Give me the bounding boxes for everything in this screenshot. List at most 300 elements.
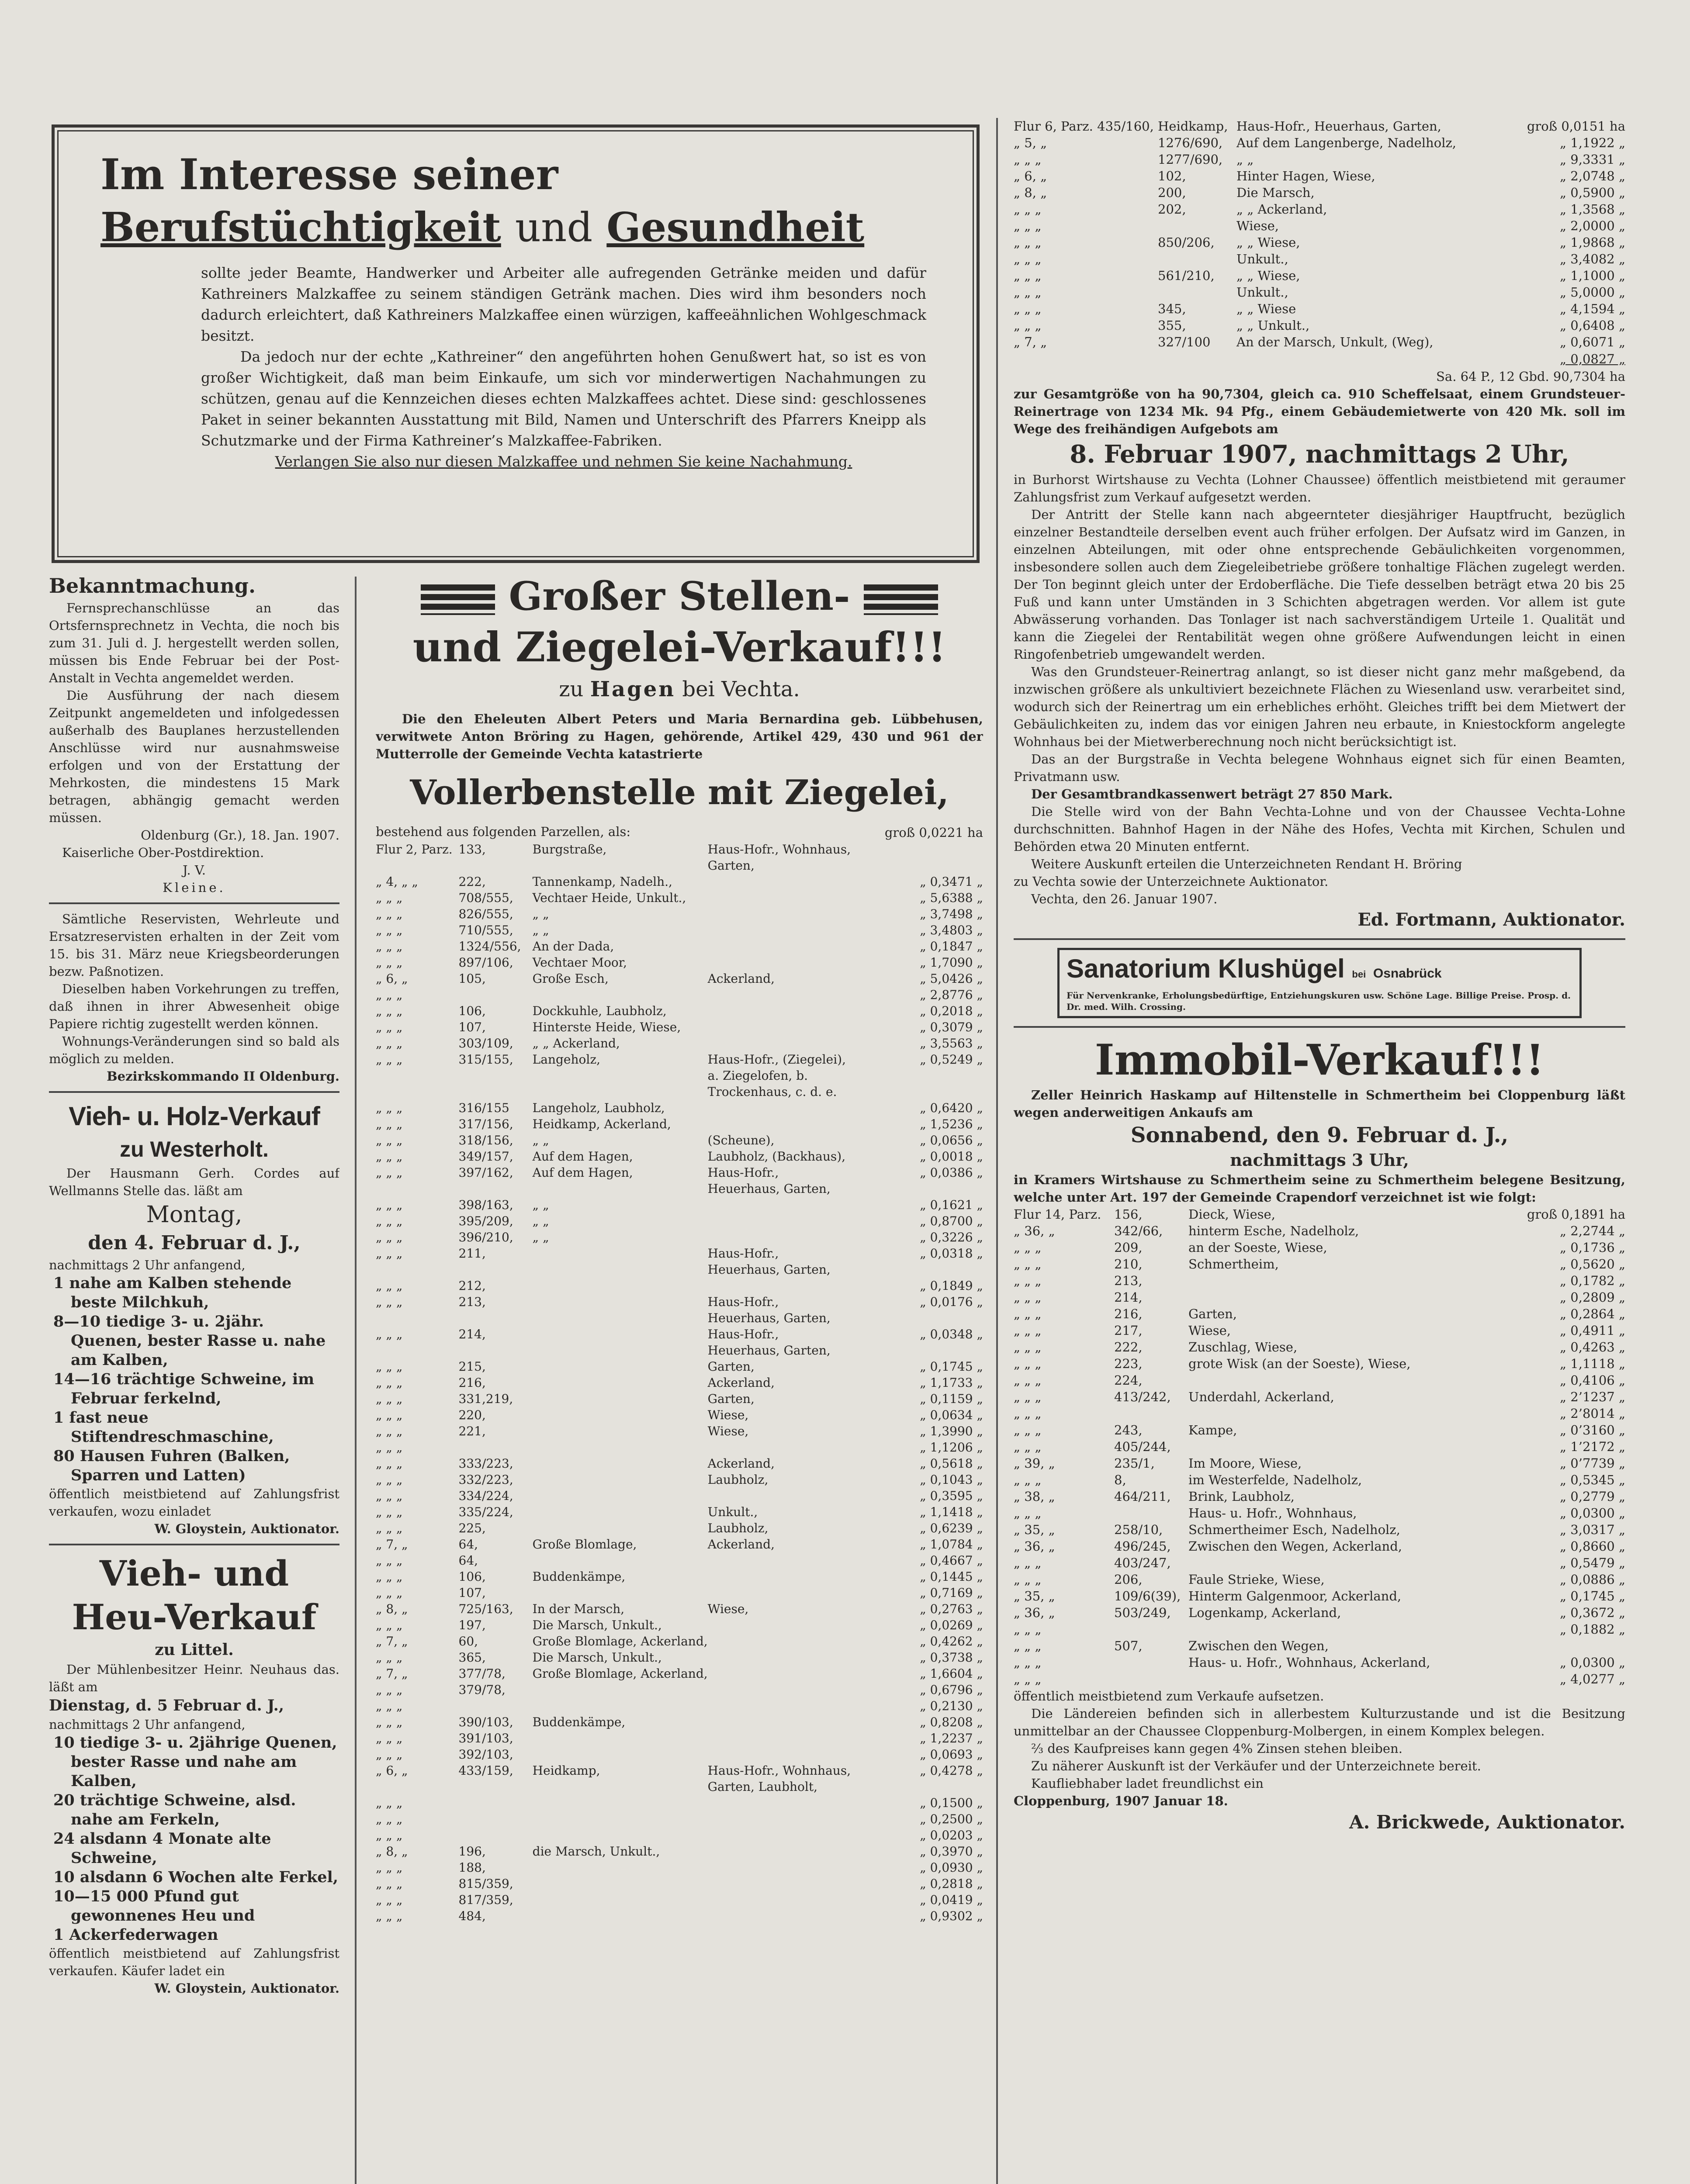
table-row — [1014, 1223, 1625, 1239]
table-cell: „ 36, „ — [1014, 1223, 1055, 1238]
table-cell: (Scheune), — [707, 1133, 775, 1147]
table-row — [376, 1439, 983, 1455]
table-cell — [1158, 284, 1236, 301]
table-cell — [708, 1811, 854, 1827]
table-cell: 64, — [458, 1537, 478, 1552]
table-cell: „ 3,4803 „ — [920, 923, 983, 937]
table-cell — [708, 906, 854, 922]
table-cell: „ „ — [532, 1133, 549, 1147]
table-cell: „ „ „ — [376, 1198, 403, 1212]
table-cell: 897/106, — [458, 955, 513, 970]
table-cell: „ „ „ — [1014, 202, 1042, 217]
table-cell: „ 0,8700 „ — [920, 1214, 983, 1228]
table-row — [376, 987, 983, 1003]
table-cell — [708, 1827, 854, 1843]
table-row — [376, 841, 983, 874]
table-cell — [533, 1730, 708, 1746]
table-cell — [533, 1859, 708, 1876]
table-cell: 365, — [458, 1650, 486, 1665]
table-row — [376, 1762, 983, 1795]
table-cell: „ „ „ — [1014, 1423, 1042, 1438]
table-cell: 826/555, — [458, 907, 513, 921]
table-cell: „ 4,0277 „ — [1560, 1672, 1625, 1686]
table-row — [376, 1391, 983, 1407]
table-cell: „ 0,1849 „ — [920, 1279, 983, 1293]
table-cell: „ „ „ — [376, 1117, 403, 1131]
table-cell: „ „ „ — [376, 1683, 403, 1697]
sanatorium-name: Sanatorium Klushügel — [1067, 954, 1345, 983]
table-cell — [1114, 1654, 1188, 1671]
table-cell — [533, 1439, 708, 1455]
table-cell: „ 1,0784 „ — [920, 1537, 983, 1552]
table-cell: „ 0,1882 „ — [1560, 1622, 1625, 1637]
table-cell: „ „ „ — [376, 1052, 403, 1067]
table-cell: „ 1,1922 „ — [1560, 135, 1625, 150]
table-cell — [533, 1488, 708, 1504]
table-cell: „ 1,7090 „ — [920, 955, 983, 970]
table-row — [1014, 1472, 1625, 1488]
table-cell — [1114, 1621, 1188, 1638]
table-cell: 464/211, — [1114, 1489, 1171, 1504]
immobil-date: Sonnabend, den 9. Februar d. J., — [1130, 1123, 1509, 1147]
table-cell: „ 36, „ — [1014, 1605, 1055, 1620]
table-cell: „ „ „ — [376, 1618, 403, 1632]
table-cell: „ 0’7739 „ — [1560, 1456, 1625, 1471]
table-cell: 303/109, — [458, 1036, 513, 1051]
table-cell — [708, 1439, 854, 1455]
table-cell: „ 8, „ — [376, 1602, 408, 1616]
table-row — [376, 1148, 983, 1165]
table-cell: „ „ „ — [1014, 318, 1042, 333]
table-cell: 200, — [1158, 185, 1186, 200]
table-cell: 225, — [458, 1521, 486, 1535]
table-cell — [1158, 251, 1236, 267]
bekanntmachung-sign-2: Kleine. — [163, 880, 226, 895]
table-cell: a. Ziegelofen, b. Trockenhaus, c. d. e. — [707, 1068, 837, 1099]
reservisten-body-3: Wohnungs-Veränderungen sind so bald als möglich zu melden. — [49, 1034, 339, 1066]
right-text-8a: Weitere Auskunft erteilen die Unterzeichneten Rendant H. Bröring — [1031, 857, 1462, 871]
table-cell: 355, — [1158, 318, 1186, 333]
table-cell — [459, 1698, 533, 1714]
table-cell — [533, 987, 708, 1003]
table-cell: „ „ „ — [1014, 235, 1042, 250]
table-cell — [708, 1633, 854, 1649]
vieh-heu-outro: öffentlich meistbietend auf Zahlungsfrist verkaufen. Käufer ladet ein — [49, 1946, 339, 1978]
table-cell: „ „ „ — [1014, 1506, 1042, 1521]
table-cell: „ „ „ — [376, 1149, 403, 1164]
table-row — [1014, 1389, 1625, 1405]
table-cell: Haus-Hofr., Wohnhaus, Garten, — [707, 842, 851, 873]
table-cell: 395/209, — [458, 1214, 513, 1228]
table-cell: 377/78, — [458, 1666, 506, 1681]
table-row — [1014, 151, 1625, 168]
table-cell: „ 5,0000 „ — [1560, 285, 1625, 300]
table-cell: „ 0,2500 „ — [920, 1812, 983, 1826]
table-cell: „ 0,0300 „ — [1560, 1506, 1625, 1521]
table-cell — [533, 1795, 708, 1811]
table-row — [376, 1229, 983, 1245]
table-cell: „ 5, „ — [1014, 135, 1047, 150]
table-row — [376, 1278, 983, 1294]
table-cell: 188, — [458, 1860, 486, 1875]
table-cell: 561/210, — [1158, 268, 1215, 283]
table-row — [1014, 1621, 1625, 1638]
list-item: 20 trächtige Schweine, alsd. nahe am Ferkeln, — [53, 1791, 296, 1828]
table-row — [1014, 1438, 1625, 1455]
immobil-text-5: Kaufliebhaber ladet freundlichst ein — [1031, 1776, 1264, 1791]
vieh-heu-place: zu Littel. — [155, 1641, 234, 1659]
table-row — [376, 1666, 983, 1682]
table-cell: Faule Strieke, Wiese, — [1188, 1572, 1325, 1587]
table-cell: „ 0,0886 „ — [1560, 1572, 1625, 1587]
table-cell: „ 7, „ — [376, 1666, 408, 1681]
table-cell: „ „ „ — [376, 1295, 403, 1309]
table-cell: „ „ „ — [376, 1424, 403, 1438]
table-row — [1014, 317, 1625, 334]
table-cell: 334/224, — [458, 1489, 513, 1503]
table-cell: „ „ „ — [376, 907, 403, 921]
table-cell: 725/163, — [458, 1602, 513, 1616]
table-cell: 342/66, — [1114, 1223, 1163, 1238]
table-cell: 850/206, — [1158, 235, 1215, 250]
table-cell: 817/359, — [458, 1893, 513, 1907]
table-cell: „ 0,2809 „ — [1560, 1290, 1625, 1305]
table-cell: „ „ „ — [376, 1101, 403, 1115]
table-cell: „ 2,0000 „ — [1560, 218, 1625, 233]
right-text-8b: zu Vechta sowie der Unterzeichnete Auktionator. — [1014, 874, 1329, 889]
table-cell — [708, 1714, 854, 1730]
table-cell: Auf dem Hagen, — [532, 1165, 633, 1180]
bekanntmachung-authority: Kaiserliche Ober-Postdirektion. — [62, 845, 264, 860]
table-cell: hinterm Esche, Nadelholz, — [1188, 1223, 1359, 1238]
table-cell: „ 0,4262 „ — [920, 1634, 983, 1648]
table-cell: Unkult., — [707, 1505, 758, 1519]
table-cell: Hinterm Galgenmoor, Ackerland, — [1188, 1589, 1402, 1603]
list-item: 1 nahe am Kalben stehende beste Milchkuh, — [53, 1274, 292, 1311]
table-cell — [533, 1585, 708, 1601]
table-cell: 405/244, — [1114, 1439, 1171, 1454]
stellen-unit-head: groß 0,0221 ha — [884, 825, 983, 840]
table-cell: „ 0,8660 „ — [1560, 1539, 1625, 1554]
table-cell — [533, 1876, 708, 1892]
stellen-intro: Die den Eheleuten Albert Peters und Maria Bernardina geb. Lübbehusen, verwitwete Anton Bröring zu Hagen, gehörende, Artikel 429, 430 und 961 der Mutterrolle der Gemeinde Vechta katastrierte — [376, 712, 983, 761]
list-item: 1 Ackerfederwagen — [53, 1926, 218, 1944]
table-cell: „ „ „ — [376, 1456, 403, 1471]
table-cell: „ „ „ — [1014, 1472, 1042, 1487]
table-cell: „ 2,0748 „ — [1560, 169, 1625, 183]
table-cell: Kampe, — [1188, 1423, 1237, 1438]
table-cell: Haus-Hofr., Heuerhaus, Garten, — [707, 1327, 831, 1358]
vieh-holz-date: den 4. Februar d. J., — [88, 1232, 301, 1254]
table-cell: Vechtaer Heide, Unkult., — [532, 891, 686, 905]
table-cell: 1276/690, — [1158, 135, 1223, 150]
table-cell: „ „ „ — [376, 1375, 403, 1390]
table-cell: 327/100 — [1158, 335, 1211, 349]
table-row — [376, 1649, 983, 1666]
table-row — [1014, 201, 1625, 218]
table-cell: „ „ „ — [376, 1521, 403, 1535]
table-row — [1014, 168, 1625, 184]
table-cell: Im Moore, Wiese, — [1188, 1456, 1302, 1471]
table-row — [376, 1908, 983, 1924]
table-cell: 214, — [1114, 1290, 1143, 1305]
table-cell: „ 0,4106 „ — [1560, 1373, 1625, 1388]
table-cell: „ 0,6239 „ — [920, 1521, 983, 1535]
table-cell: Dieck, Wiese, — [1188, 1207, 1275, 1222]
table-cell: „ 0,0348 „ — [920, 1327, 983, 1341]
table-cell: „ „ „ — [376, 1327, 403, 1341]
table-cell: „ 0,3738 „ — [920, 1650, 983, 1665]
table-cell: „ 2,8776 „ — [920, 988, 983, 1002]
table-cell — [533, 1811, 708, 1827]
immobil-title: Immobil-Verkauf!!! — [1094, 1035, 1545, 1085]
vieh-heu-title-1: Vieh- und — [99, 1553, 289, 1594]
table-row — [376, 1213, 983, 1229]
table-cell — [533, 1827, 708, 1843]
table-row — [376, 1569, 983, 1585]
table-cell — [708, 1003, 854, 1019]
table-cell — [708, 1876, 854, 1892]
right-text-6: Der Gesamtbrandkassenwert beträgt 27 850 Mark. — [1031, 787, 1393, 802]
table-cell: „ „ „ — [376, 1586, 403, 1600]
table-cell: 206, — [1114, 1572, 1143, 1587]
table-row — [1014, 1256, 1625, 1272]
reservisten-sign: Bezirkskommando II Oldenburg. — [107, 1069, 339, 1084]
right-total-line: Sa. 64 P., 12 Gbd. 90,7304 ha — [1436, 369, 1625, 384]
headline-word-beruf: Berufstüchtigkeit — [100, 204, 501, 251]
table-cell: „ „ „ — [376, 955, 403, 970]
table-cell: „ 0,3226 „ — [920, 1230, 983, 1244]
table-row — [1014, 1272, 1625, 1289]
table-cell: „ „ „ — [376, 1279, 403, 1293]
table-cell: „ „ „ — [376, 1408, 403, 1422]
table-cell: „ 35, „ — [1014, 1589, 1055, 1603]
vieh-heu-date: Dienstag, d. 5 Februar d. J., — [49, 1697, 284, 1714]
right-last-value: „ 0,0827 „ — [1560, 352, 1625, 366]
table-cell: Große Blomlage, Ackerland, — [532, 1666, 708, 1681]
table-cell: Buddenkämpe, — [532, 1569, 626, 1584]
table-cell: Haus-Hofr., Heuerhaus, Garten, — [707, 1246, 831, 1277]
table-cell: „ 0,4911 „ — [1560, 1323, 1625, 1338]
table-cell: „ „ „ — [1014, 1306, 1042, 1321]
table-cell: „ 0,1043 „ — [920, 1472, 983, 1487]
table-cell: Auf dem Langenberge, Nadelholz, — [1236, 135, 1456, 150]
table-cell: „ „ Ackerland, — [1236, 202, 1327, 217]
table-cell: 331,219, — [458, 1392, 513, 1406]
table-cell: „ 0,2818 „ — [920, 1876, 983, 1891]
immobil-intro: Zeller Heinrich Haskamp auf Hiltenstelle in Schmertheim bei Cloppenburg läßt wegen anderweitigen Ankaufs am — [1014, 1088, 1625, 1120]
table-cell: im Westerfelde, Nadelholz, — [1188, 1472, 1362, 1487]
table-cell: „ 9,3331 „ — [1560, 152, 1625, 167]
right-date-line: Vechta, den 26. Januar 1907. — [1031, 892, 1218, 906]
table-row — [376, 1019, 983, 1035]
table-cell: Garten, — [1188, 1306, 1237, 1321]
table-cell: Schmertheim, — [1188, 1257, 1279, 1272]
table-cell: Wiese, — [707, 1602, 749, 1616]
table-cell: „ „ „ — [376, 1893, 403, 1907]
table-cell — [533, 1294, 708, 1326]
divider — [49, 902, 339, 904]
table-cell: Ackerland, — [707, 1456, 775, 1471]
table-cell: „ 1,2237 „ — [920, 1731, 983, 1745]
list-item: 24 alsdann 4 Monate alte Schweine, — [53, 1830, 271, 1867]
sanatorium-place-pre: bei — [1352, 969, 1366, 980]
column-rule-right — [996, 118, 998, 2184]
right-parcel-table — [1014, 118, 1625, 350]
table-cell: 221, — [458, 1424, 486, 1438]
table-row — [376, 1455, 983, 1472]
table-cell: „ 2’8014 „ — [1560, 1406, 1625, 1421]
table-row — [376, 1472, 983, 1488]
table-cell: Haus- u. Hofr., Wohnhaus, Ackerland, — [1188, 1655, 1430, 1670]
table-row — [1014, 1555, 1625, 1571]
table-cell: 107, — [458, 1020, 486, 1034]
table-row — [376, 890, 983, 906]
table-row — [1014, 1671, 1625, 1687]
table-cell: groß 0,1891 ha — [1527, 1207, 1625, 1222]
kathreiner-ad — [83, 149, 944, 542]
bekanntmachung-date: Oldenburg (Gr.), 18. Jan. 1907. — [141, 828, 339, 843]
immobil-intro-2: in Kramers Wirtshause zu Schmertheim seine zu Schmertheim belegene Besitzung, welche unter Art. 197 der Gemeinde Crapendorf verzeichnet ist wie folgt: — [1014, 1172, 1625, 1205]
table-cell: „ 0,0930 „ — [920, 1860, 983, 1875]
table-row — [376, 1892, 983, 1908]
table-cell: 391/103, — [458, 1731, 513, 1745]
table-cell: Zwischen den Wegen, — [1188, 1638, 1329, 1653]
table-cell: Haus-Hofr., Heuerhaus, Garten, — [707, 1165, 831, 1196]
table-cell: 397/162, — [458, 1165, 513, 1180]
table-cell: Buddenkämpe, — [532, 1715, 626, 1729]
table-cell: „ „ „ — [1014, 1240, 1042, 1255]
table-cell: „ „ „ — [376, 1876, 403, 1891]
table-cell: „ 8, „ — [376, 1844, 408, 1859]
table-row — [376, 1068, 983, 1100]
table-cell: „ 0,6420 „ — [920, 1101, 983, 1115]
table-cell: 105, — [458, 971, 486, 986]
list-item: 14—16 trächtige Schweine, im Februar ferkelnd, — [53, 1370, 315, 1407]
table-cell: 815/359, — [458, 1876, 513, 1891]
table-cell: „ „ „ — [376, 891, 403, 905]
right-text-5: Das an der Burgstraße in Vechta belegene Wohnhaus eignet sich für einen Beamten, Privatmann usw. — [1014, 752, 1625, 784]
table-cell — [1114, 1405, 1188, 1422]
table-cell: Schmertheimer Esch, Nadelholz, — [1188, 1522, 1400, 1537]
bekanntmachung-body-2: Die Ausführung der nach diesem Zeitpunkt angemeldeten und infolgedessen außerhalb des Bauplanes herzustellenden Anschlüsse wird nur ausnahmsweise erfolgen und von der Erstattung der Mehrkosten, die mindestens 15 Mark betragen, abhängig gemacht werden müssen. — [49, 688, 339, 825]
table-cell: Wiese, — [1236, 218, 1279, 233]
table-cell: „ „ „ — [1014, 1257, 1042, 1272]
table-cell: „ „ „ — [1014, 1273, 1042, 1288]
table-cell — [708, 954, 854, 971]
table-row — [376, 971, 983, 987]
table-cell: „ „ „ — [1014, 301, 1042, 316]
table-row — [376, 1795, 983, 1811]
table-cell: „ 0,0318 „ — [920, 1246, 983, 1261]
table-row — [376, 1294, 983, 1326]
table-cell: „ 1,1733 „ — [920, 1375, 983, 1390]
table-cell: Langeholz, — [532, 1052, 600, 1067]
vieh-heu-time: nachmittags 2 Uhr anfangend, — [49, 1717, 246, 1732]
table-cell: Heidkamp, — [1158, 119, 1228, 134]
table-cell: Ackerland, — [707, 1537, 775, 1552]
vieh-holz-place: zu Westerholt. — [120, 1137, 269, 1161]
table-cell — [708, 1795, 854, 1811]
table-cell: 258/10, — [1114, 1522, 1163, 1537]
table-cell: „ 1,6604 „ — [920, 1666, 983, 1681]
table-row — [376, 1585, 983, 1601]
table-cell: „ 0,5479 „ — [1560, 1555, 1625, 1570]
table-row — [1014, 1588, 1625, 1604]
table-cell: Burgstraße, — [532, 842, 607, 857]
table-cell: 433/159, — [458, 1763, 513, 1778]
table-cell: 215, — [458, 1359, 486, 1374]
table-cell: „ „ „ — [376, 1036, 403, 1051]
table-cell — [708, 1746, 854, 1762]
table-row — [1014, 267, 1625, 284]
table-cell: „ „ „ — [1014, 1323, 1042, 1338]
table-cell: Die Marsch, Unkult., — [532, 1650, 662, 1665]
table-cell: „ „ Wiese, — [1236, 235, 1300, 250]
table-cell: „ „ „ — [376, 1246, 403, 1261]
table-cell — [533, 1472, 708, 1488]
table-row — [1014, 1604, 1625, 1621]
table-cell: „ „ „ — [376, 988, 403, 1002]
table-cell: 379/78, — [458, 1683, 506, 1697]
table-cell — [459, 987, 533, 1003]
table-cell: „ 2’1237 „ — [1560, 1389, 1625, 1404]
table-cell: 315/155, — [458, 1052, 513, 1067]
table-cell: 196, — [458, 1844, 486, 1859]
table-cell — [708, 1019, 854, 1035]
right-text-4: Was den Grundsteuer-Reinertrag anlangt, so ist dieser nicht ganz mehr maßgebend, da inzwischen größere als unkultiviert bezeichnete Flächen zu Wiesenland usw. verarbeitet sind, wodurch sich der Reinertrag um ein erhebliches erhöht. Gleiches trifft bei dem Mietwert der Gebäulichkeiten zu, indem das vor einigen Jahren neu erbaute, in Kniestockform angelegte Wohnhaus bei der Mietwerberechnung noch nicht berücksichtigt ist. — [1014, 664, 1625, 749]
table-cell: „ „ „ — [1014, 1555, 1042, 1570]
table-cell: 213, — [458, 1295, 486, 1309]
table-cell — [533, 1278, 708, 1294]
table-cell: „ „ „ — [376, 1747, 403, 1762]
table-cell: „ 0,3672 „ — [1560, 1605, 1625, 1620]
table-row — [1014, 1355, 1625, 1372]
table-row — [376, 1165, 983, 1197]
table-cell: „ 1,1206 „ — [920, 1440, 983, 1455]
immobil-date-line: Cloppenburg, 1907 Januar 18. — [1014, 1794, 1228, 1808]
table-cell: „ „ „ — [1014, 1340, 1042, 1355]
table-cell: „ „ „ — [376, 1569, 403, 1584]
decorative-bars-icon — [421, 584, 495, 615]
table-cell: „ „ „ — [376, 1214, 403, 1228]
table-cell — [708, 1859, 854, 1876]
table-cell — [459, 1439, 533, 1455]
vieh-holz-sign: W. Gloystein, Auktionator. — [154, 1521, 339, 1536]
table-row — [1014, 1289, 1625, 1306]
table-cell: „ 0,1621 „ — [920, 1198, 983, 1212]
headline-word-gesundheit: Gesundheit — [606, 204, 865, 251]
table-cell: „ 3,0317 „ — [1560, 1522, 1625, 1537]
table-cell: „ 0’3160 „ — [1560, 1423, 1625, 1438]
table-cell: 222, — [1114, 1340, 1143, 1355]
table-cell: „ 0,1745 „ — [920, 1359, 983, 1374]
right-date-big: 8. Februar 1907, nachmittags 2 Uhr, — [1070, 440, 1569, 469]
table-cell: „ 0,2779 „ — [1560, 1489, 1625, 1504]
table-cell: „ 6, „ — [376, 1763, 408, 1778]
table-row — [1014, 1521, 1625, 1538]
table-row — [376, 1100, 983, 1116]
table-cell: Auf dem Hagen, — [532, 1149, 633, 1164]
table-cell: „ 0,1736 „ — [1560, 1240, 1625, 1255]
table-row — [1014, 1372, 1625, 1389]
table-cell — [533, 1746, 708, 1762]
table-row — [1014, 1322, 1625, 1339]
table-cell: Logenkamp, Ackerland, — [1188, 1605, 1341, 1620]
divider — [49, 1544, 339, 1545]
table-cell: „ „ „ — [376, 1489, 403, 1503]
bekanntmachung-title: Bekanntmachung. — [49, 574, 256, 598]
